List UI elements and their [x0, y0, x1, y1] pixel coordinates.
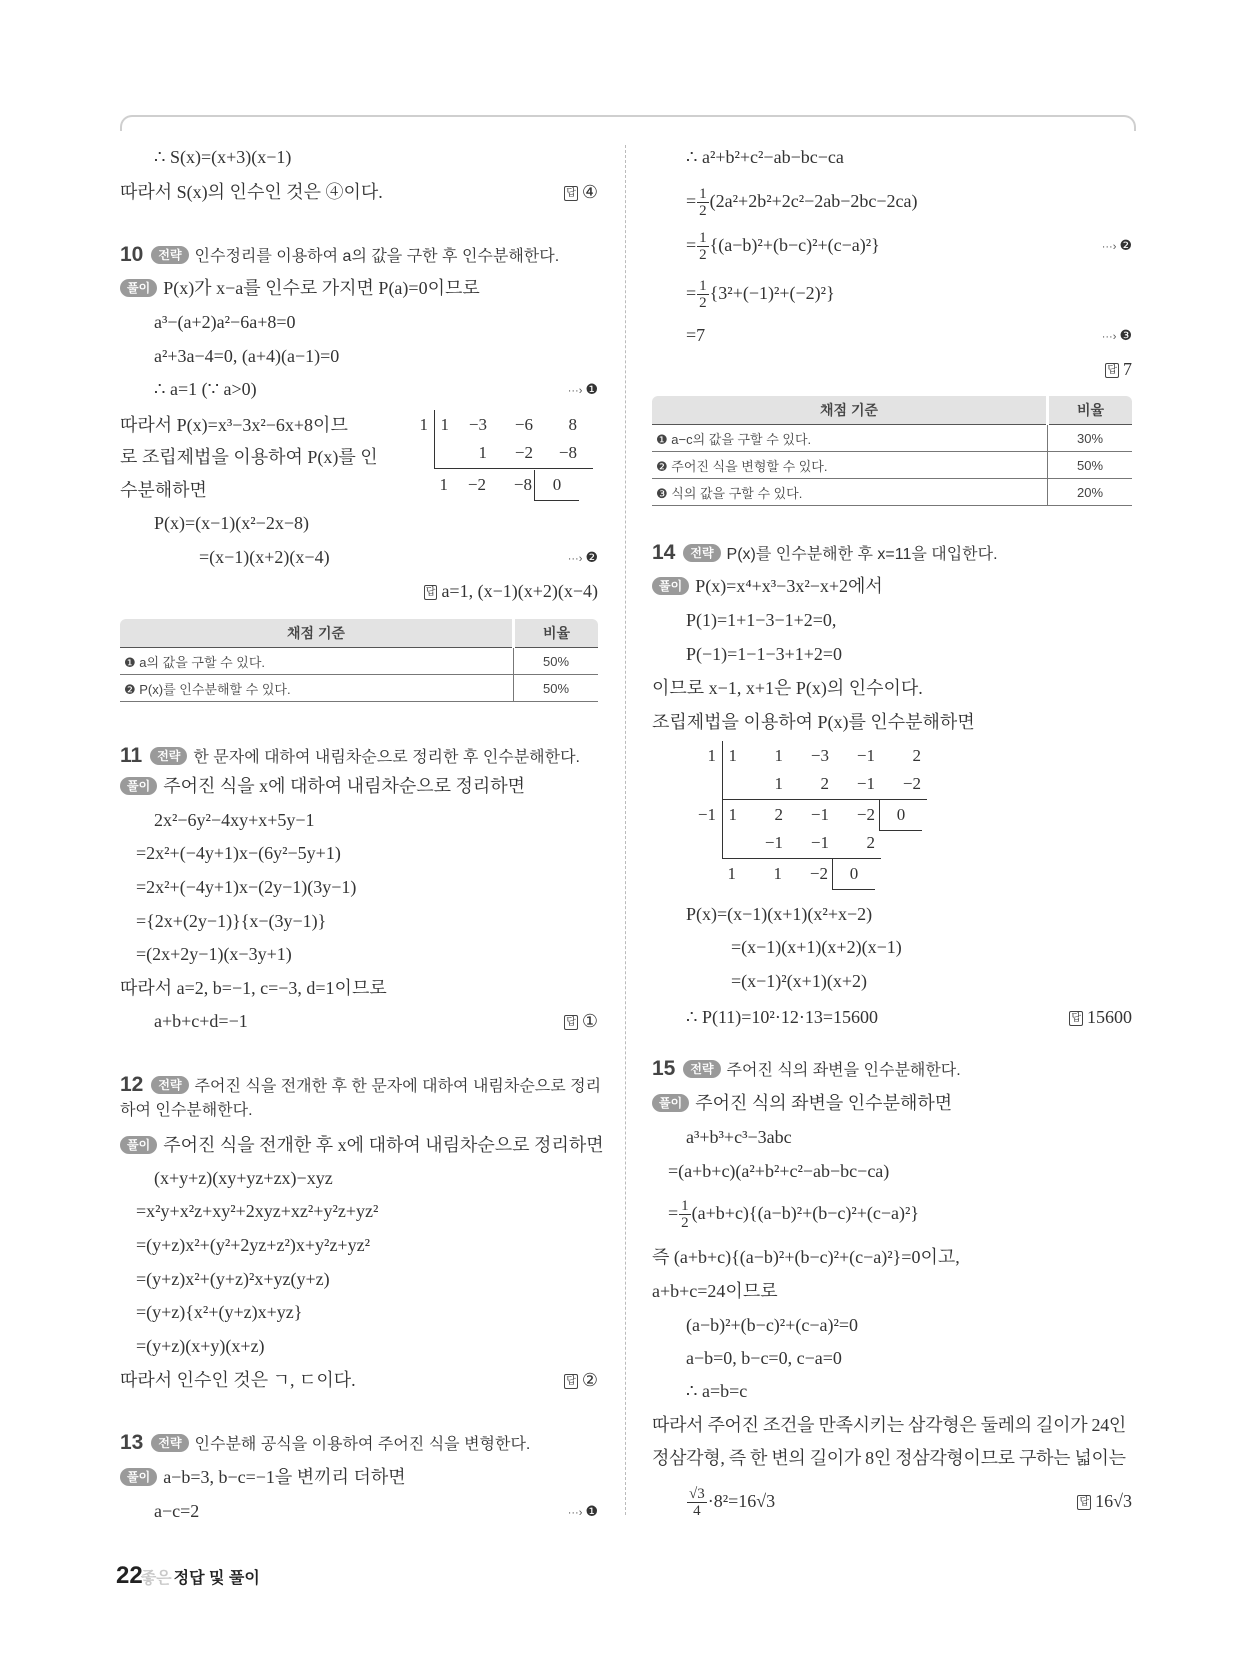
- denominator: 4: [693, 1503, 701, 1520]
- numerator: 1: [699, 186, 707, 203]
- problem-number: 11: [120, 744, 143, 767]
- text-line: 이므로 x−1, x+1은 P(x)의 인수이다.: [652, 678, 923, 698]
- criterion: ❸ 식의 값을 구할 수 있다.: [652, 479, 1048, 506]
- text: (a+b+c){(a−b)²+(b−c)²+(c−a)²}: [691, 1203, 920, 1223]
- text: ∴ P(11)=10²·12·13=15600: [686, 1007, 878, 1027]
- sd-cell: 2: [820, 774, 829, 793]
- sd-cell: −1: [856, 774, 875, 793]
- sd-cell: −8: [558, 443, 577, 462]
- math-line: ∴ S(x)=(x+3)(x−1): [154, 147, 292, 167]
- math-line: =(y+z)x²+(y²+2yz+z²)x+y²z+yz²: [136, 1235, 370, 1255]
- math-line: [199, 540, 598, 574]
- text: a+b+c+d=−1: [154, 1011, 248, 1031]
- answer: [1069, 1000, 1132, 1034]
- text: P(x)가 x−a를 인수로 가지면 P(a)=0이므로: [163, 278, 480, 298]
- solution-badge: 풀이: [120, 777, 157, 795]
- answer-value: ②: [581, 1370, 598, 1390]
- sd-cell: −2: [856, 805, 875, 824]
- solution-badge: 풀이: [120, 1468, 157, 1486]
- problem-header-10: [120, 238, 559, 272]
- synthetic-division: [682, 741, 942, 891]
- problem-header-14: [652, 536, 998, 570]
- fraction-half: [697, 186, 709, 219]
- step-mark: ···› ❷: [568, 540, 598, 576]
- page-footer: [116, 1562, 260, 1590]
- table-row: [120, 675, 598, 702]
- math-line: =2x²+(−4y+1)x−(2y−1)(3y−1): [136, 877, 357, 897]
- math-line: a³+b³+c³−3abc: [686, 1127, 792, 1147]
- math-line: =x²y+x²z+xy²+2xyz+xz²+y²z+yz²: [136, 1201, 379, 1221]
- text: =(x−1)(x+2)(x−4): [199, 547, 330, 567]
- sd-cell: 1: [727, 864, 736, 883]
- text-line: 조립제법을 이용하여 P(x)를 인수분해하면: [652, 712, 975, 732]
- criterion: ❷ P(x)를 인수분해할 수 있다.: [120, 675, 514, 702]
- page-number: 22: [116, 1562, 143, 1589]
- text: ∴ a=1 (∵ a>0): [154, 379, 257, 399]
- strategy-text: 한 문자에 대하여 내림차순으로 정리한 후 인수분해한다.: [193, 749, 580, 766]
- sd-row: [434, 470, 579, 500]
- text-line: 따라서 P(x)=x³−3x²−6x+8이므: [120, 415, 348, 435]
- text: a−b=3, b−c=−1을 변끼리 더하면: [163, 1467, 406, 1487]
- column-divider: [625, 145, 626, 1515]
- solution-badge: 풀이: [652, 577, 689, 595]
- footer-title: 정답 및 풀이: [173, 1570, 260, 1587]
- text: 주어진 식의 좌변을 인수분해하면: [695, 1093, 953, 1113]
- text-line: a+b+c=24이므로: [652, 1281, 778, 1301]
- text: a−c=2: [154, 1501, 200, 1521]
- denominator: 2: [699, 247, 707, 264]
- math-line: =2x²+(−4y+1)x−(6y²−5y+1): [136, 843, 341, 863]
- sd-row: [682, 800, 922, 830]
- sd-remainder: 0: [832, 859, 875, 890]
- math-line: = $\frac{1}{2}$ {3²+(−1)²+(−2)²}: [686, 278, 835, 312]
- ratio: 50%: [1048, 452, 1133, 479]
- math-line: (a−b)²+(b−c)²+(c−a)²=0: [686, 1315, 859, 1335]
- math-line: =(2x+2y−1)(x−3y+1): [136, 944, 292, 964]
- criterion: ❶ a의 값을 구할 수 있다.: [120, 648, 514, 675]
- solution-line: [120, 1128, 604, 1162]
- sd-divisor: −1: [697, 805, 716, 824]
- text: =7: [686, 325, 706, 345]
- criterion: ❷ 주어진 식을 변형할 수 있다.: [652, 452, 1048, 479]
- numerator: 1: [699, 230, 707, 247]
- sd-cell: −1: [856, 746, 875, 765]
- sd-cell: 8: [568, 415, 577, 434]
- math-line: [686, 318, 1132, 352]
- text: {3²+(−1)²+(−2)²}: [709, 283, 835, 303]
- math-line: = $\frac{1}{2}$ (a+b+c){(a−b)²+(b−c)²+(c−a)²}: [668, 1198, 920, 1232]
- denominator: 2: [699, 295, 707, 312]
- sd-cell: −1: [810, 805, 829, 824]
- answer-value: 7: [1123, 359, 1132, 379]
- answer: [564, 1363, 598, 1397]
- answer-icon: 답: [425, 587, 436, 598]
- strategy-badge: 전략: [150, 747, 187, 765]
- math-line: [154, 1494, 598, 1528]
- fraction-root3-over-4: [687, 1486, 707, 1519]
- problem-number: 15: [652, 1057, 676, 1080]
- fraction-half: [697, 278, 709, 311]
- answer: [564, 1004, 598, 1038]
- step-mark: ···› ❷: [1102, 225, 1132, 267]
- ratio: 30%: [1048, 425, 1133, 452]
- math-line: ∴ a²+b²+c²−ab−bc−ca: [686, 147, 844, 167]
- answer: [1105, 352, 1132, 386]
- sd-remainder: 0: [534, 470, 579, 501]
- answer-value: ④: [581, 182, 598, 202]
- answer: [564, 175, 598, 209]
- header-ratio: 비율: [1048, 396, 1133, 425]
- sd-cell: 1: [728, 746, 737, 765]
- header-ratio: 비율: [514, 619, 599, 648]
- sd-row: [722, 828, 881, 859]
- sd-cell: 1: [774, 746, 783, 765]
- math-line: a−b=0, b−c=0, c−a=0: [686, 1348, 842, 1368]
- sd-cell: 2: [912, 746, 921, 765]
- right-column: [652, 0, 1132, 1654]
- sd-cell: −3: [468, 415, 487, 434]
- sd-cell: −2: [902, 774, 921, 793]
- solution-line: [120, 1460, 406, 1494]
- grading-table: [120, 619, 598, 702]
- strategy-text-cont: 하여 인수분해한다.: [120, 1102, 253, 1119]
- sd-cell: −3: [810, 746, 829, 765]
- sd-row: [682, 741, 921, 771]
- solution-line: [652, 1086, 952, 1120]
- answer-line: [120, 574, 598, 608]
- math-line: P(x)=(x−1)(x²−2x−8): [154, 513, 309, 533]
- solution-badge: 풀이: [120, 279, 157, 297]
- problem-number: 12: [120, 1073, 144, 1096]
- step-mark: ···› ❶: [568, 1494, 598, 1530]
- text: 따라서 S(x)의 인수인 것은 ④이다.: [120, 182, 383, 202]
- text: ·8²=16√3: [707, 1491, 776, 1511]
- sd-cell: 1: [440, 415, 449, 434]
- solution-line: [120, 271, 480, 305]
- math-line: =(y+z)(x+y)(x+z): [136, 1336, 265, 1356]
- numerator: √3: [689, 1486, 705, 1503]
- math-line: =(x−1)²(x+1)(x+2): [731, 971, 867, 991]
- strategy-badge: 전략: [151, 1434, 188, 1452]
- sd-cell: 1: [774, 774, 783, 793]
- solution-line: [652, 569, 883, 603]
- text-line: 즉 (a+b+c){(a−b)²+(b−c)²+(c−a)²}=0이고,: [652, 1247, 960, 1267]
- answer-icon: 답: [1071, 1013, 1081, 1024]
- problem-number: 14: [652, 541, 676, 564]
- denominator: 2: [681, 1215, 689, 1232]
- text: 따라서 인수인 것은 ㄱ, ㄷ이다.: [120, 1370, 356, 1390]
- math-line: P(1)=1+1−3−1+2=0,: [686, 610, 837, 630]
- sd-cell: −1: [810, 833, 829, 852]
- answer-icon: 답: [1079, 1497, 1090, 1508]
- text-line: 따라서 주어진 조건을 만족시키는 삼각형은 둘레의 길이가 24인: [652, 1415, 1126, 1435]
- table-row: [652, 425, 1132, 452]
- table-row: [652, 479, 1132, 506]
- text: (2a²+2b²+2c²−2ab−2bc−2ca): [709, 191, 918, 211]
- text-line: 정삼각형, 즉 한 변의 길이가 8인 정삼각형이므로 구하는 넓이는: [652, 1448, 1126, 1468]
- answer-icon: 답: [1107, 365, 1117, 376]
- solution-badge: 풀이: [652, 1094, 689, 1112]
- sd-divisor: 1: [707, 746, 716, 765]
- problem-header-13: [120, 1426, 530, 1460]
- sd-cell: 2: [866, 833, 875, 852]
- strategy-text: 인수정리를 이용하여 a의 값을 구한 후 인수분해한다.: [194, 248, 560, 265]
- table-row: [120, 648, 598, 675]
- ratio: 20%: [1048, 479, 1133, 506]
- fraction-half: [679, 1198, 691, 1231]
- ratio: 50%: [514, 675, 599, 702]
- step-mark: ···› ❶: [568, 372, 598, 408]
- grading-table: [652, 396, 1132, 506]
- math-line: ={2x+(2y−1)}{x−(3y−1)}: [136, 911, 327, 931]
- strategy-text: 주어진 식을 전개한 후 한 문자에 대하여 내림차순으로 정리: [194, 1078, 602, 1095]
- solution-line: [120, 769, 525, 803]
- math-line: ∴ a=b=c: [686, 1381, 748, 1401]
- text-line: [120, 175, 598, 209]
- text-line: 수분해하면: [120, 480, 207, 500]
- sd-row: [722, 859, 875, 889]
- sd-cell: 1: [478, 443, 487, 462]
- solution-badge: 풀이: [120, 1136, 157, 1154]
- strategy-text: 주어진 식의 좌변을 인수분해한다.: [726, 1062, 961, 1079]
- math-line: =(x−1)(x+1)(x+2)(x−1): [731, 937, 902, 957]
- answer-icon: 답: [566, 1017, 576, 1028]
- math-line: P(x)=(x−1)(x+1)(x²+x−2): [686, 904, 873, 924]
- text: {(a−b)²+(b−c)²+(c−a)²}: [709, 235, 880, 255]
- math-line: =(y+z){x²+(y+z)x+yz}: [136, 1302, 303, 1322]
- math-line: a²+3a−4=0, (a+4)(a−1)=0: [154, 346, 340, 366]
- fraction-half: [697, 230, 709, 263]
- table-row: [652, 452, 1132, 479]
- sd-cell: −6: [514, 415, 533, 434]
- sd-cell: −2: [514, 443, 533, 462]
- strategy-badge: 전략: [151, 1076, 188, 1094]
- numerator: 1: [699, 278, 707, 295]
- sd-cell: −1: [764, 833, 783, 852]
- math-line: [154, 372, 598, 406]
- math-line: [154, 1004, 598, 1038]
- text: 주어진 식을 전개한 후 x에 대하여 내림차순으로 정리하면: [163, 1135, 604, 1155]
- strategy-badge: 전략: [683, 544, 720, 562]
- math-line: P(−1)=1−1−3+1+2=0: [686, 644, 843, 664]
- ratio: 50%: [514, 648, 599, 675]
- numerator: 1: [681, 1198, 689, 1215]
- sd-cell: 2: [774, 805, 783, 824]
- answer: [1077, 1480, 1132, 1522]
- text-line: [120, 1363, 598, 1397]
- sd-cell: −2: [809, 864, 828, 883]
- sd-cell: 1: [439, 475, 448, 494]
- math-line: (x+y+z)(xy+yz+zx)−xyz: [154, 1168, 333, 1188]
- text: 주어진 식을 x에 대하여 내림차순으로 정리하면: [163, 776, 526, 796]
- problem-number: 10: [120, 243, 144, 266]
- answer-icon: 답: [566, 188, 576, 199]
- text-line: 따라서 a=2, b=−1, c=−3, d=1이므로: [120, 978, 387, 998]
- sd-cell: 1: [728, 805, 737, 824]
- answer-value: a=1, (x−1)(x+2)(x−4): [441, 581, 598, 601]
- math-line: =(y+z)x²+(y+z)²x+yz(y+z): [136, 1269, 330, 1289]
- strategy-badge: 전략: [151, 246, 188, 264]
- text: P(x)=x⁴+x³−3x²−x+2에서: [695, 576, 883, 596]
- sd-divisor: 1: [419, 415, 428, 434]
- math-line: = $\frac{1}{2}$ {(a−b)²+(b−c)²+(c−a)²} ···› ❷: [686, 225, 1132, 265]
- strategy-badge: 전략: [683, 1060, 720, 1078]
- criterion: ❶ a−c의 값을 구할 수 있다.: [652, 425, 1048, 452]
- answer-value: 16√3: [1095, 1491, 1132, 1511]
- sd-row: [402, 410, 577, 440]
- math-line: = $\frac{1}{2}$ (2a²+2b²+2c²−2ab−2bc−2ca): [686, 186, 918, 220]
- answer-value: 15600: [1087, 1007, 1132, 1027]
- problem-header-11: [120, 739, 580, 773]
- header-criterion: 채점 기준: [652, 396, 1048, 425]
- strategy-text: P(x)를 인수분해한 후 x=11을 대입한다.: [726, 546, 998, 563]
- header-criterion: 채점 기준: [120, 619, 514, 648]
- series-name: 좋은: [140, 1570, 172, 1587]
- answer-value: ①: [581, 1011, 598, 1031]
- math-line: 2x²−6y²−4xy+x+5y−1: [154, 810, 315, 830]
- step-mark: ···› ❸: [1102, 318, 1132, 354]
- math-line: =(a+b+c)(a²+b²+c²−ab−bc−ca): [668, 1161, 890, 1181]
- sd-row: [722, 769, 927, 800]
- sd-row: [434, 438, 593, 469]
- math-line: [686, 1000, 1132, 1034]
- sd-remainder: 0: [879, 800, 922, 831]
- problem-header-15: [652, 1052, 961, 1086]
- strategy-text: 인수분해 공식을 이용하여 주어진 식을 변형한다.: [194, 1436, 531, 1453]
- math-line: [686, 1480, 1132, 1522]
- sd-cell: 1: [773, 864, 782, 883]
- synthetic-division: [402, 410, 598, 505]
- sd-cell: −8: [513, 475, 532, 494]
- sd-cell: −2: [467, 475, 486, 494]
- left-column: [120, 0, 604, 1654]
- problem-number: 13: [120, 1431, 144, 1454]
- denominator: 2: [699, 203, 707, 220]
- answer-icon: 답: [566, 1376, 576, 1387]
- answer: [424, 574, 598, 608]
- math-line: a³−(a+2)a²−6a+8=0: [154, 312, 296, 332]
- text-line: 로 조립제법을 이용하여 P(x)를 인: [120, 447, 378, 467]
- answer-line: [652, 352, 1132, 386]
